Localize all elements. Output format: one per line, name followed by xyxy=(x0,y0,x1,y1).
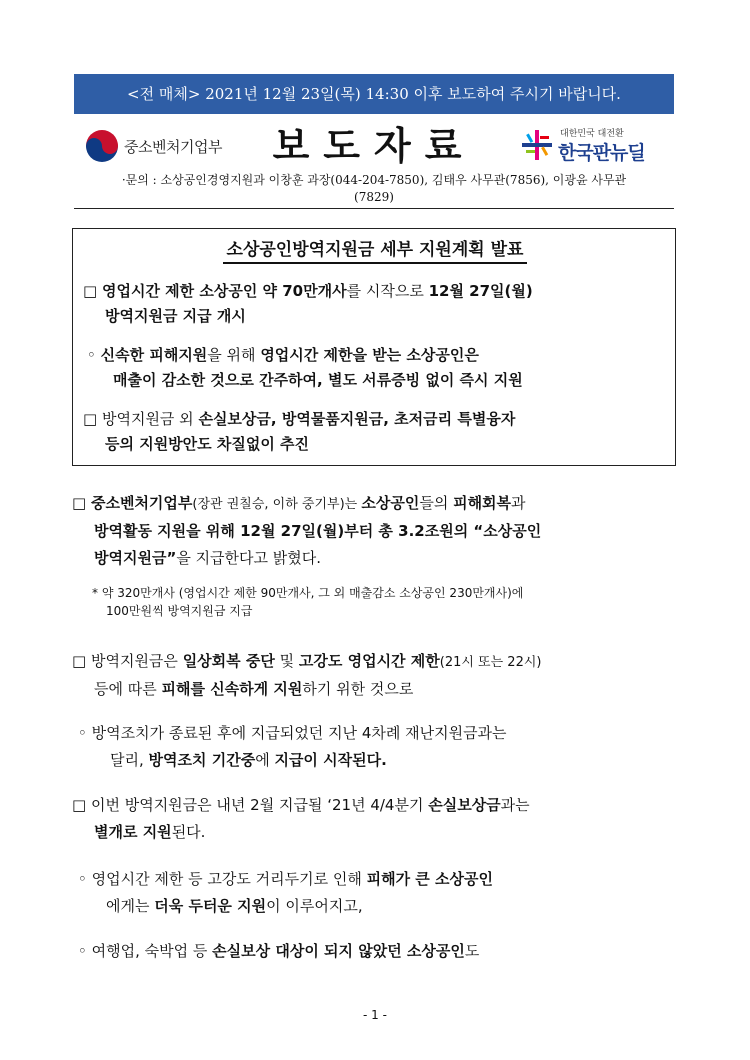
korean-new-deal-logo xyxy=(520,124,660,168)
contact-info xyxy=(74,172,674,209)
paragraph-6: ◦ 여행업, 숙박업 등 손실보상 대상이 되지 않았던 소상공인도 xyxy=(78,942,480,960)
summary-item-1: □ 영업시간 제한 소상공인 약 70만개사를 시작으로 12월 27일(월) 방역지원금 지급 개시 xyxy=(83,282,533,325)
contact-line-2: (7829) xyxy=(354,190,394,204)
ministry-name: 중소벤처기업부 xyxy=(124,137,222,156)
new-deal-tagline: 대한민국 대전환 xyxy=(560,129,624,139)
press-release-header xyxy=(74,118,674,174)
paragraph-4: □ 이번 방역지원금은 내년 2월 지급될 ‘21년 4/4분기 손실보상금과는 별개로 지원된다. xyxy=(72,796,530,841)
summary-item-2: ◦ 신속한 피해지원을 위해 영업시간 제한을 받는 소상공인은 매출이 감소한 것으로 간주하여, 별도 서류증빙 없이 즉시 지원 xyxy=(87,346,523,389)
new-deal-mark-icon xyxy=(520,128,554,162)
paragraph-3: ◦ 방역조치가 종료된 후에 지급되었던 지난 4차례 재난지원금과는 달리, 방역조치 기간중에 지급이 시작된다. xyxy=(78,724,507,769)
page-number: - 1 - xyxy=(363,1008,387,1022)
summary-box xyxy=(72,228,676,466)
paragraph-1: □ 중소벤처기업부(장관 권칠승, 이하 중기부)는 소상공인들의 피해회복과 방역활동 지원을 위해 12월 27일(월)부터 총 3.2조원의 “소상공인 방역지원금”을 지급한다고 밝혔다. xyxy=(72,494,542,567)
footnote: * 약 320만개사 (영업시간 제한 90만개사, 그 외 매출감소 소상공인 230만개사)에 100만원씩 방역지원금 지급 xyxy=(92,586,524,618)
summary-title: 소상공인방역지원금 세부 지원계획 발표 xyxy=(73,235,677,260)
summary-item-3: □ 방역지원금 외 손실보상금, 방역물품지원금, 초저금리 특별융자 등의 지원방안도 차질없이 추진 xyxy=(83,410,516,453)
document-title: 보도자료 xyxy=(272,123,476,168)
new-deal-wordmark: 한국판뉴딜 xyxy=(558,142,645,164)
embargo-banner: <전 매체> 2021년 12월 23일(목) 14:30 이후 보도하여 주시기 바랍니다. xyxy=(74,74,674,114)
paragraph-5: ◦ 영업시간 제한 등 고강도 거리두기로 인해 피해가 큰 소상공인 에게는 더욱 두터운 지원이 이루어지고, xyxy=(78,870,493,915)
contact-line-1: ·문의 : 소상공인경영지원과 이창훈 과장(044-204-7850), 김태우 사무관(7856), 이광윤 사무관 xyxy=(121,173,627,187)
paragraph-2: □ 방역지원금은 일상회복 중단 및 고강도 영업시간 제한(21시 또는 22시) 등에 따른 피해를 신속하게 지원하기 위한 것으로 xyxy=(72,652,542,698)
